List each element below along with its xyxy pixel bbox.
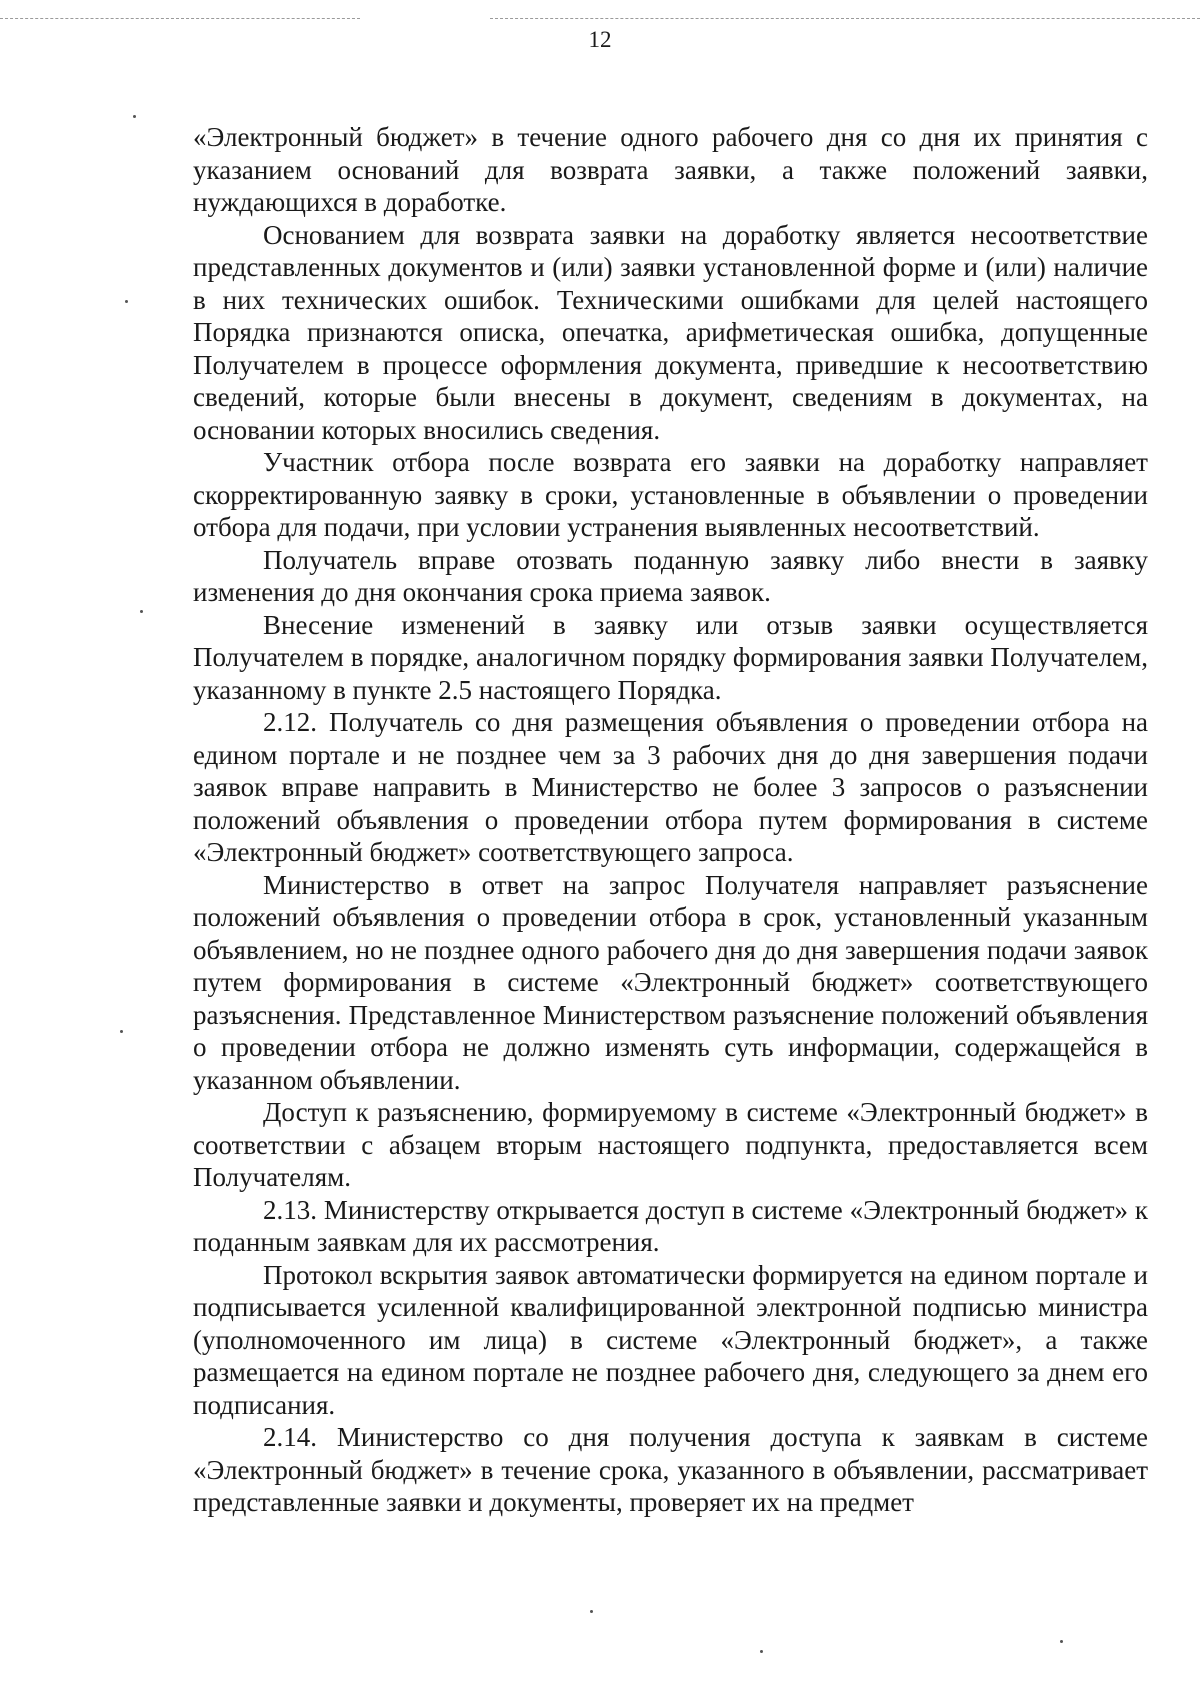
paragraph: 2.14. Министерство со дня получения доступа к заявкам в системе «Электронный бюджет» в течение срока, указанного в объявлении, рассматривает представленные заявки и документы, проверяет их на предмет	[193, 1422, 1148, 1517]
paragraph: Внесение изменений в заявку или отзыв заявки осуществляется Получателем в порядке, аналогичном порядку формирования заявки Получателем, указанному в пункте 2.5 настоящего Порядка.	[193, 609, 1148, 705]
scan-speck	[1060, 1640, 1063, 1643]
paragraph: «Электронный бюджет» в течение одного рабочего дня со дня их принятия с указанием оснований для возврата заявки, а также положений заявки, нуждающихся в доработке.	[193, 122, 1148, 217]
paragraph: 2.12. Получатель со дня размещения объявления о проведении отбора на едином портале и не позднее чем за 3 рабочих дня до дня завершения подачи заявок вправе направить в Министерство не более 3 запросов о разъяснении положений объявления о проведении отбора путем формирования в системе «Электронный бюджет» соответствующего запроса.	[193, 707, 1148, 867]
paragraph: Основанием для возврата заявки на доработку является несоответствие представленных документов и (или) заявки установленной форме и (или) наличие в них технических ошибок. Техническими ошибками для целей настоящего Порядка признаются описка, опечатка, арифметическая ошибка, допущенные Получателем в процессе оформления документа, приведшие к несоответствию сведений, которые были внесены в документ, сведениям в документах, на основании которых вносились сведения.	[193, 219, 1148, 445]
paragraph: 2.13. Министерству открывается доступ в системе «Электронный бюджет» к поданным заявкам для их рассмотрения.	[193, 1194, 1148, 1257]
paragraph: Участник отбора после возврата его заявки на доработку направляет скорректированную заявку в сроки, установленные в объявлении о проведении отбора для подачи, при условии устранения выявленных несоответствий.	[193, 447, 1148, 542]
paragraph: Протокол вскрытия заявок автоматически формируется на едином портале и подписывается усиленной квалифицированной электронной подписью министра (уполномоченного им лица) в системе «Электронный бюджет», а также размещается на едином портале не позднее рабочего дня, следующего за днем его подписания.	[193, 1259, 1148, 1420]
scan-speck	[120, 1030, 123, 1033]
scan-edge-line-left	[0, 18, 360, 19]
paragraph: Получатель вправе отозвать поданную заявку либо внести в заявку изменения до дня окончания срока приема заявок.	[193, 544, 1148, 607]
page-number: 12	[588, 27, 612, 52]
scan-speck	[590, 1610, 593, 1613]
paragraph: Министерство в ответ на запрос Получателя направляет разъяснение положений объявления о проведении отбора в срок, установленный указанным объявлением, но не позднее одного рабочего дня до дня завершения подачи заявок путем формирования в системе «Электронный бюджет» соответствующего разъяснения. Представленное Министерством разъяснение положений объявления о проведении отбора не должно изменять суть информации, содержащейся в указанном объявлении.	[193, 869, 1148, 1095]
paragraph: Доступ к разъяснению, формируемому в системе «Электронный бюджет» в соответствии с абзацем вторым настоящего подпункта, предоставляется всем Получателям.	[193, 1097, 1148, 1192]
scan-speck	[133, 115, 136, 118]
scan-speck	[760, 1650, 763, 1653]
scan-edge-line-right	[490, 18, 1200, 19]
scan-speck	[125, 300, 128, 303]
document-body	[193, 121, 1148, 1519]
scan-speck	[140, 610, 143, 613]
